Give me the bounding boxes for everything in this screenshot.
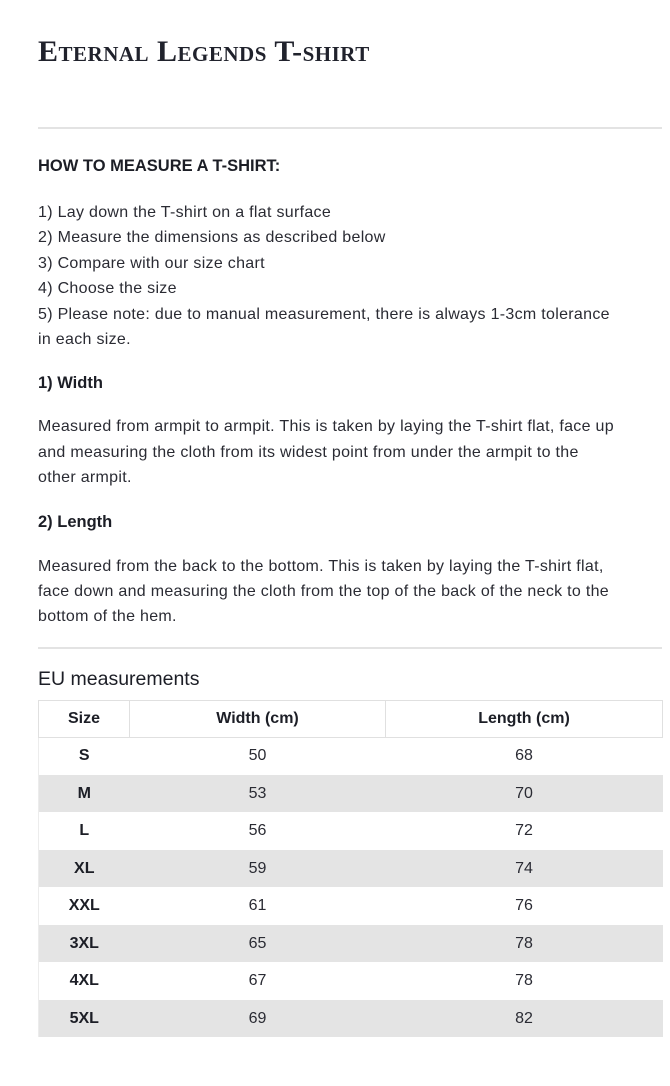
width-cell: 67 (248, 972, 267, 990)
step-5: 5) Please note: due to manual measurement, there is always 1-3cm tolerance in each size. (38, 305, 610, 349)
length-cell: 82 (515, 1009, 533, 1027)
length-cell: 70 (515, 784, 533, 802)
header-row (39, 700, 663, 737)
size-chart-body (39, 737, 663, 1037)
width-cell: 59 (248, 859, 267, 877)
width-cell: 61 (248, 897, 267, 915)
length-cell: 76 (515, 897, 533, 915)
how-to-heading: HOW TO MEASURE A T-SHIRT: (38, 157, 281, 175)
width-cell: 50 (248, 747, 267, 765)
size-chart-section (38, 667, 662, 1038)
length-cell: 78 (515, 972, 533, 990)
length-cell: 68 (515, 747, 533, 765)
width-cell: 69 (248, 1009, 267, 1027)
size-cell: 4XL (39, 962, 130, 1000)
width-section (38, 372, 662, 490)
table-row (39, 962, 663, 1000)
width-heading: 1) Width (38, 374, 103, 393)
how-to-steps (38, 200, 614, 352)
size-chart-header (39, 700, 663, 737)
size-cell: S (39, 737, 130, 775)
width-cell: 56 (248, 822, 267, 840)
table-row (39, 1000, 663, 1038)
step-1: 1) Lay down the T-shirt on a flat surface (38, 204, 332, 221)
length-cell: 74 (515, 859, 533, 877)
divider-middle (38, 647, 662, 649)
size-chart-table (38, 700, 663, 1038)
length-cell: 78 (515, 934, 533, 952)
table-row (39, 812, 663, 850)
length-description: Measured from the back to the bottom. This is taken by laying the T-shirt flat, face down and measuring the cloth from the top of the back of the neck to the bottom of the hem. (38, 557, 609, 626)
table-row (39, 737, 663, 775)
length-cell: 72 (515, 822, 533, 840)
size-cell: M (39, 775, 130, 813)
column-header-width: Width (cm) (130, 700, 386, 737)
column-header-size: Size (39, 700, 130, 737)
column-header-length: Length (cm) (386, 700, 663, 737)
step-4: 4) Choose the size (38, 280, 177, 298)
table-row (39, 775, 663, 813)
content-area (38, 36, 662, 1037)
size-chart-title: EU measurements (38, 667, 200, 690)
size-cell: XL (39, 850, 130, 888)
length-section (38, 511, 662, 630)
product-title: Eternal Legends T-shirt (38, 35, 370, 68)
table-row (39, 925, 663, 963)
step-3: 3) Compare with our size chart (38, 254, 265, 272)
width-cell: 65 (248, 934, 267, 952)
divider-top (38, 127, 662, 129)
table-row (39, 887, 663, 925)
table-row (39, 850, 663, 888)
size-cell: 3XL (39, 925, 130, 963)
step-2: 2) Measure the dimensions as described below (38, 229, 386, 247)
size-cell: 5XL (39, 1000, 130, 1038)
size-guide-page (0, 36, 670, 1037)
size-cell: L (39, 812, 130, 850)
width-cell: 53 (248, 784, 267, 802)
size-cell: XXL (39, 887, 130, 925)
length-heading: 2) Length (38, 512, 113, 531)
how-to-section (38, 155, 662, 352)
width-description: Measured from armpit to armpit. This is taken by laying the T-shirt flat, face up and measuring the cloth from its widest point from under the armpit to the other armpit. (38, 418, 614, 487)
